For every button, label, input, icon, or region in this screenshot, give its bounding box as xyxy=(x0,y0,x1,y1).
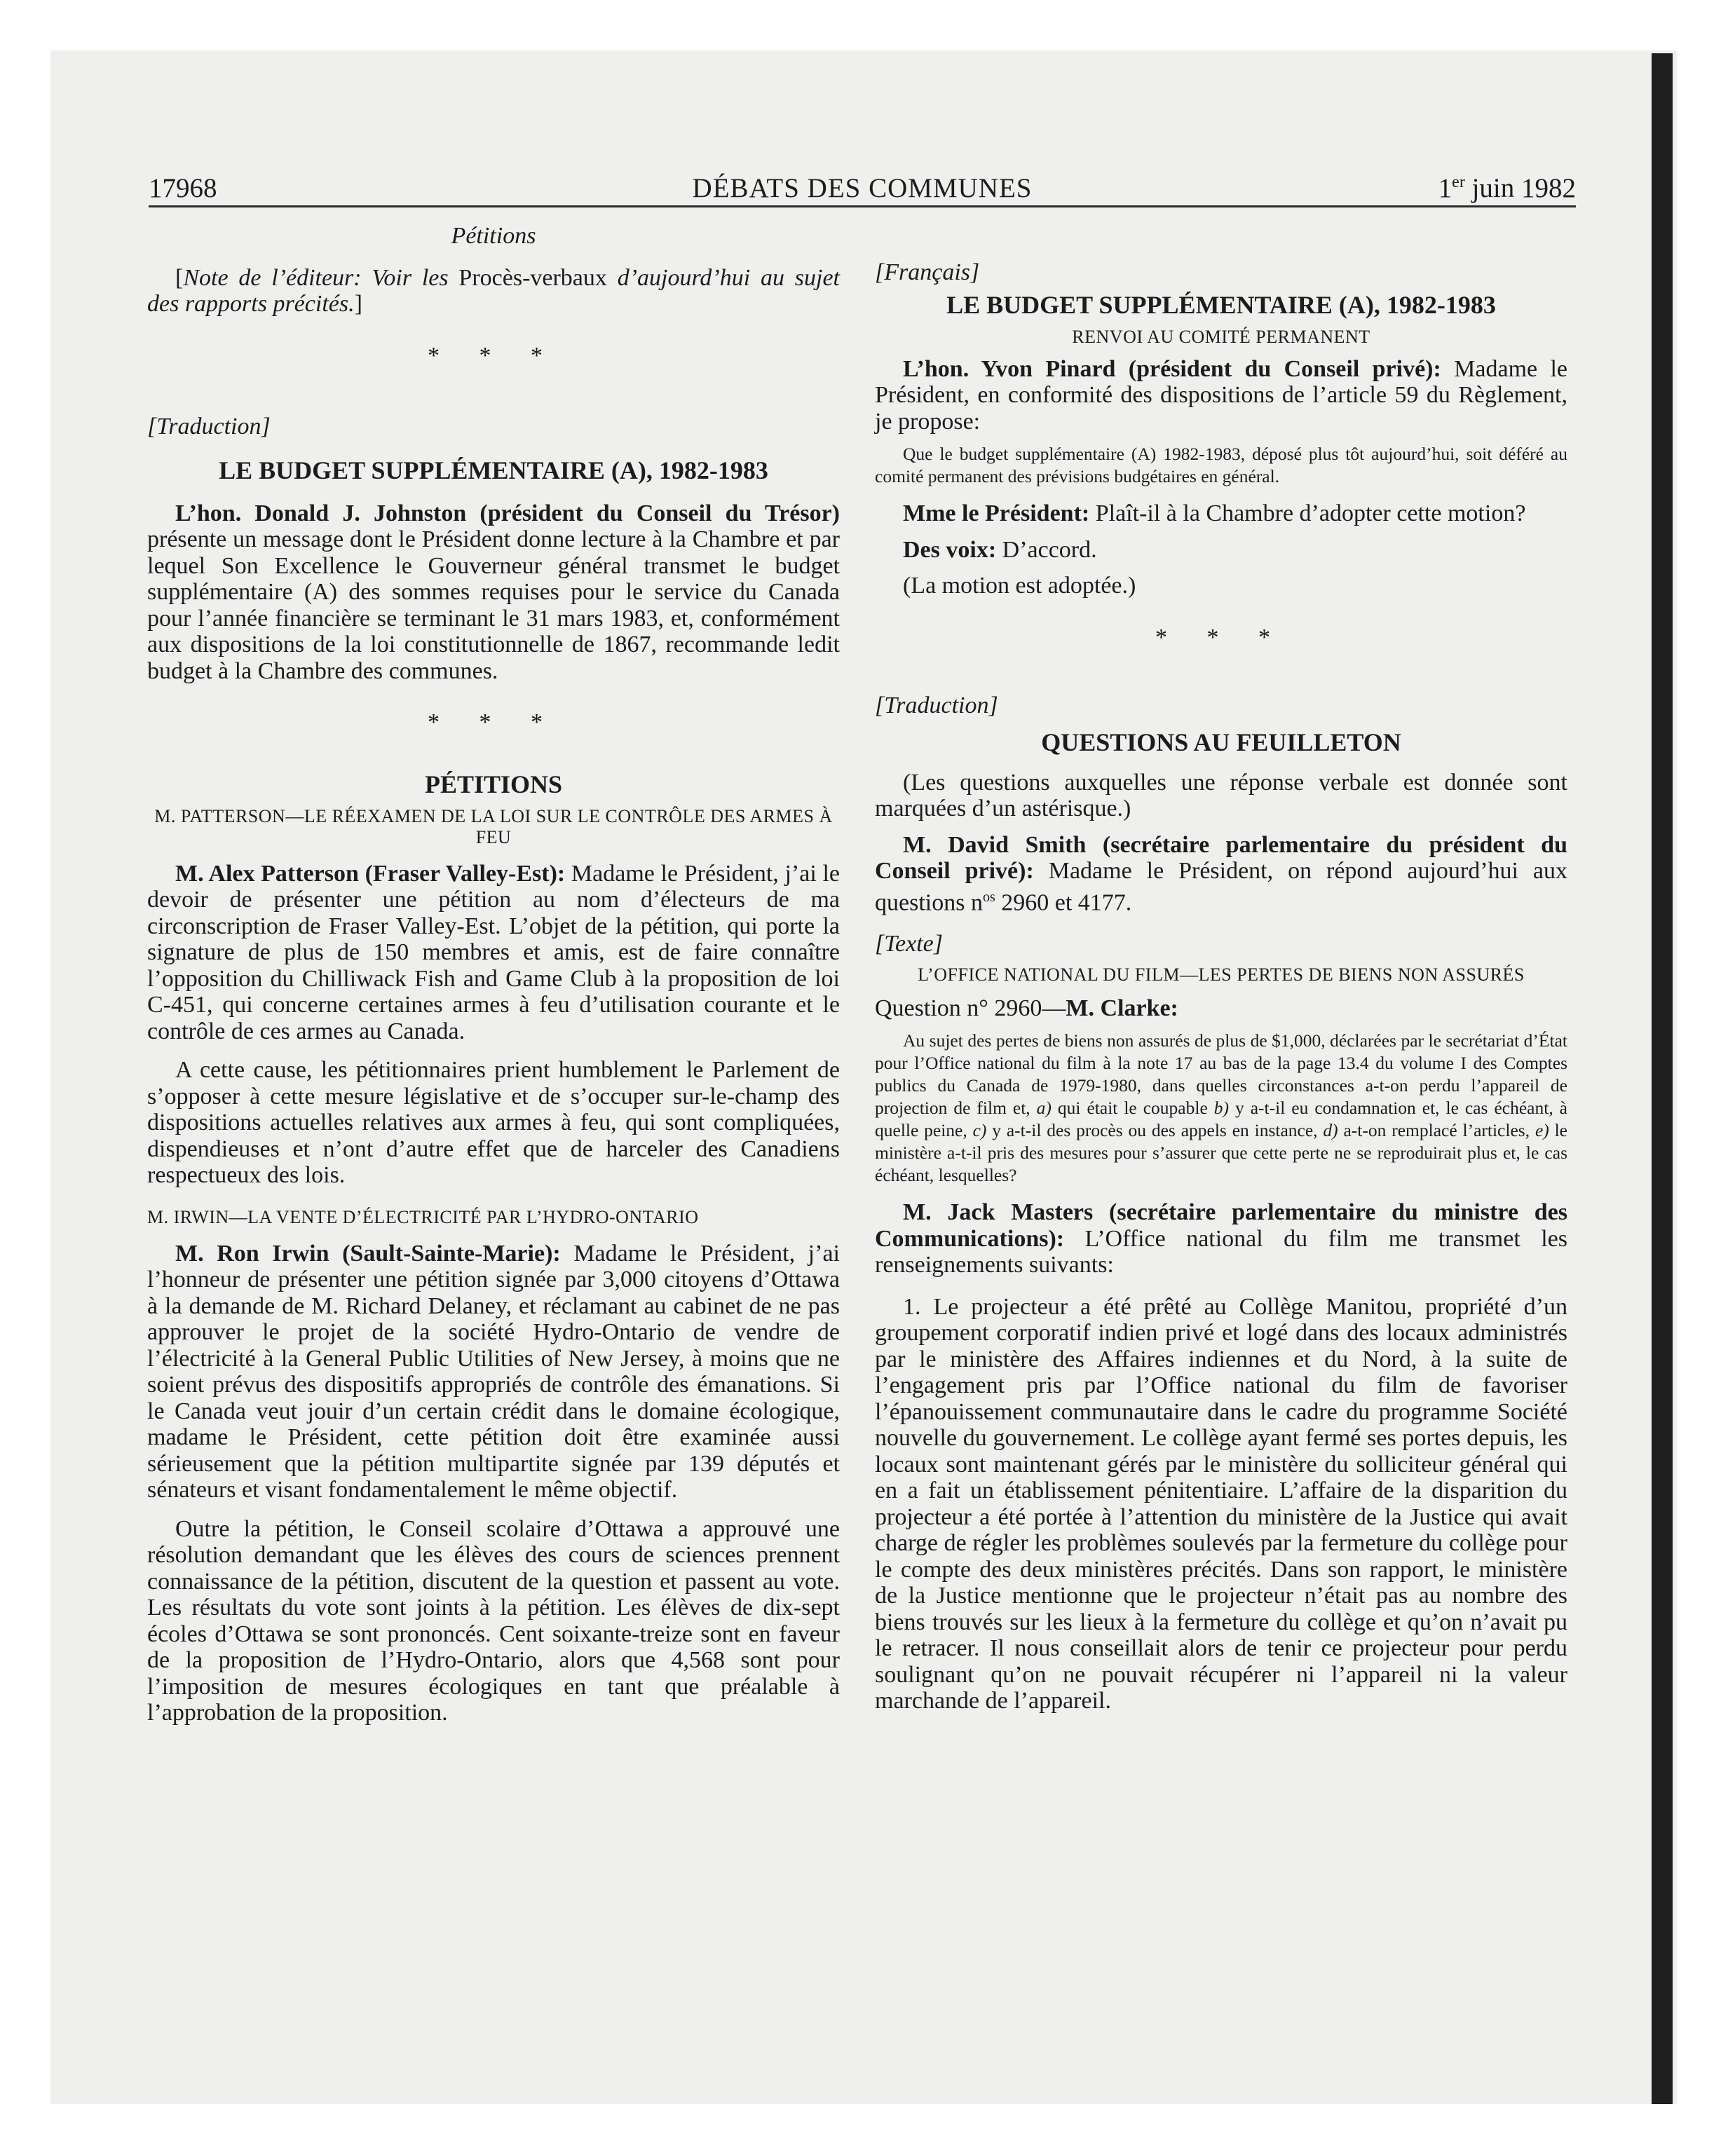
irwin-paragraph: M. Ron Irwin (Sault-Sainte-Marie): Madame le Président, j’ai l’honneur de présenter une pétition signée par 3,000 citoyens d’Ottawa à la demande de M. Richard Delaney, et réclamant au cabinet de ne pas approuver le projet de la société Hydro-Ontario de vendre de l’électricité à la General Public Utilities of New Jersey, à moins que ne soient prévus des dispositifs appropriés de contrôle des émanations. Si le Canada veut jouir d’un certain crédit dans le domaine écologique, madame le Président, cette pétition doit être examinée aussi sérieusement que la pétition multipartite signée par 139 députés et sénateurs et visant fondamentalement le même objectif. xyxy=(147,1240,840,1503)
texte-tag: [Texte] xyxy=(875,931,943,957)
section-subhead: Pétitions xyxy=(451,223,536,249)
motion-adopted: (La motion est adoptée.) xyxy=(903,573,1136,599)
irwin-subheading: M. IRWIN—LA VENTE D’ÉLECTRICITÉ PAR L’HYDRO-ONTARIO xyxy=(147,1206,699,1227)
questions-heading: QUESTIONS AU FEUILLETON xyxy=(1041,728,1401,756)
masters-paragraph: M. Jack Masters (secrétaire parlementaire du ministre des Communications): L’Office national du film me transmet les renseignements suivants: xyxy=(875,1199,1567,1278)
page-header xyxy=(149,172,1576,205)
speaker-paragraph: Mme le Président: Plaît-il à la Chambre d’adopter cette motion? xyxy=(903,500,1526,526)
budget-heading: LE BUDGET SUPPLÉMENTAIRE (A), 1982-1983 xyxy=(946,290,1496,319)
separator-stars: * * * xyxy=(428,709,559,735)
budget-heading: LE BUDGET SUPPLÉMENTAIRE (A), 1982-1983 xyxy=(219,456,768,484)
petitions-heading: PÉTITIONS xyxy=(424,770,563,798)
onf-subheading: L’OFFICE NATIONAL DU FILM—LES PERTES DE BIENS NON ASSURÉS xyxy=(918,964,1525,985)
left-column xyxy=(147,210,840,1726)
answer-paragraph: 1. Le projecteur a été prêté au Collège Manitou, propriété d’un groupement corporatif indien privé et logé dans des locaux administrés par le ministère des Affaires indiennes et du Nord, à la suite de l’engagement pris par l’Office national du film de favoriser l’épanouissement communautaire dans le cadre du programme Société nouvelle du gouvernement. Le collège ayant fermé ses portes depuis, les locaux sont maintenant gérés par le ministère du solliciteur général qui en a fait un établissement pénitentiaire. L’affaire de la disparition du projecteur a été portée à l’attention du ministère de la Justice qui avait charge de régler les problèmes soulevés par la fermeture du collège pour le compte des deux ministères précités. Dans son rapport, le ministère de la Justice mentionne que le projecteur n’était pas au nombre des biens trouvés sur les lieux à la fermeture du collège et qu’on n’avait pu le retracer. Il nous conseillait alors de tenir ce projecteur pour perdu soulignant qu’on ne pouvait récupérer ni l’appareil ni la valeur marchande de l’appareil. xyxy=(875,1293,1567,1714)
voices-paragraph: Des voix: D’accord. xyxy=(903,536,1097,563)
separator-stars: * * * xyxy=(428,342,559,369)
francais-tag: [Français] xyxy=(875,259,980,285)
patterson-subheading: M. PATTERSON—LE RÉEXAMEN DE LA LOI SUR LE CONTRÔLE DES ARMES À FEU xyxy=(154,805,833,847)
patterson-paragraph-2: A cette cause, les pétitionnaires prient humblement le Parlement de s’opposer à cette mesure législative et de s’occuper sur-le-champ des dispositions actuelles relatives aux armes à feu, qui sont compliquées, dispendieuses et n’ont d’autre effet que de harceler des Canadiens respectueux des lois. xyxy=(147,1057,840,1188)
page-number: 17968 xyxy=(149,173,217,203)
renvoi-subheading: RENVOI AU COMITÉ PERMANENT xyxy=(1072,326,1370,347)
smith-paragraph: M. David Smith (secrétaire parlementaire du président du Conseil privé): Madame le Président, on répond aujourd’hui aux questions $n^{os}$ 2960 et 4177. xyxy=(875,831,1568,915)
separator-stars: * * * xyxy=(1155,624,1287,650)
question-text: Au sujet des pertes de biens non assurés de plus de $1,000, déclarées par le secrétariat d’État pour l’Office national du film à la note 17 au bas de la page 13.4 du volume I des Comptes publics du Canada de 1979-1980, dans quelles circonstances a-t-on perdu l’appareil de projection de film et, a) qui était le coupable b) y a-t-il eu condamnation et, le cas échéant, à quelle peine, c) y a-t-il des procès ou des appels en instance, d) a-t-on remplacé l’articles, e) le ministère a-t-il pris des mesures pour s’assurer que cette perte ne se reproduirait plus et, le cas échéant, lesquelles? xyxy=(875,1030,1568,1186)
irwin-paragraph-2: Outre la pétition, le Conseil scolaire d’Ottawa a approuvé une résolution demandant que les élèves des cours de sciences prennent connaissance de la pétition, discutent de la question et passent au vote. Les résultats du vote sont joints à la pétition. Les élèves de dix-sept écoles d’Ottawa se sont prononcés. Cent soixante-treize sont en faveur de la proposition de l’Hydro-Ontario, alors que 4,568 sont pour l’imposition de mesures écologiques en tant que préalable à l’approbation de la proposition. xyxy=(147,1515,840,1726)
questions-note: (Les questions auxquelles une réponse verbale est donnée sont marquées d’un astérisque.) xyxy=(875,769,1567,821)
traduction-tag: [Traduction] xyxy=(147,414,271,439)
motion-text: Que le budget supplémentaire (A) 1982-1983, déposé plus tôt aujourd’hui, soit déféré au comité permanent des prévisions budgétaires en général. xyxy=(875,444,1567,486)
editor-note: [Note de l’éditeur: Voir les Procès-verbaux d’aujourd’hui au sujet des rapports précités.] xyxy=(147,264,840,317)
publication-title: DÉBATS DES COMMUNES xyxy=(692,173,1033,203)
johnston-paragraph: L’hon. Donald J. Johnston (président du Conseil du Trésor) présente un message dont le Président donne lecture à la Chambre et par lequel Son Excellence le Gouverneur général transmet le budget supplémentaire (A) des sommes requises pour le service du Canada pour l’année financière se terminant le 31 mars 1983, et, conformément aux dispositions de la loi constitutionnelle de 1867, recommande ledit budget à la Chambre des communes. xyxy=(147,500,840,684)
question-title: Question n° 2960—M. Clarke: xyxy=(875,995,1178,1021)
header-rule xyxy=(149,205,1576,207)
pinard-paragraph: L’hon. Yvon Pinard (président du Conseil privé): Madame le Président, en conformité des dispositions de l’article 59 du Règlement, je propose: xyxy=(875,355,1567,435)
scan-edge-bar xyxy=(1652,53,1673,2104)
right-column xyxy=(875,210,1567,1714)
patterson-paragraph: M. Alex Patterson (Fraser Valley-Est): Madame le Président, j’ai le devoir de présenter une pétition au nom d’électeurs de ma circonscription de Fraser Valley-Est. L’objet de la pétition, qui porte la signature de plus de 150 membres et amis, est de faire connaître l’opposition du Chilliwack Fish and Game Club à la proposition de loi C-451, qui concerne certaines armes à feu d’utilisation courante et le contrôle de ces armes au Canada. xyxy=(147,860,840,1044)
page-date: 1er juin 1982 xyxy=(1438,173,1576,203)
traduction-tag: [Traduction] xyxy=(875,692,998,718)
